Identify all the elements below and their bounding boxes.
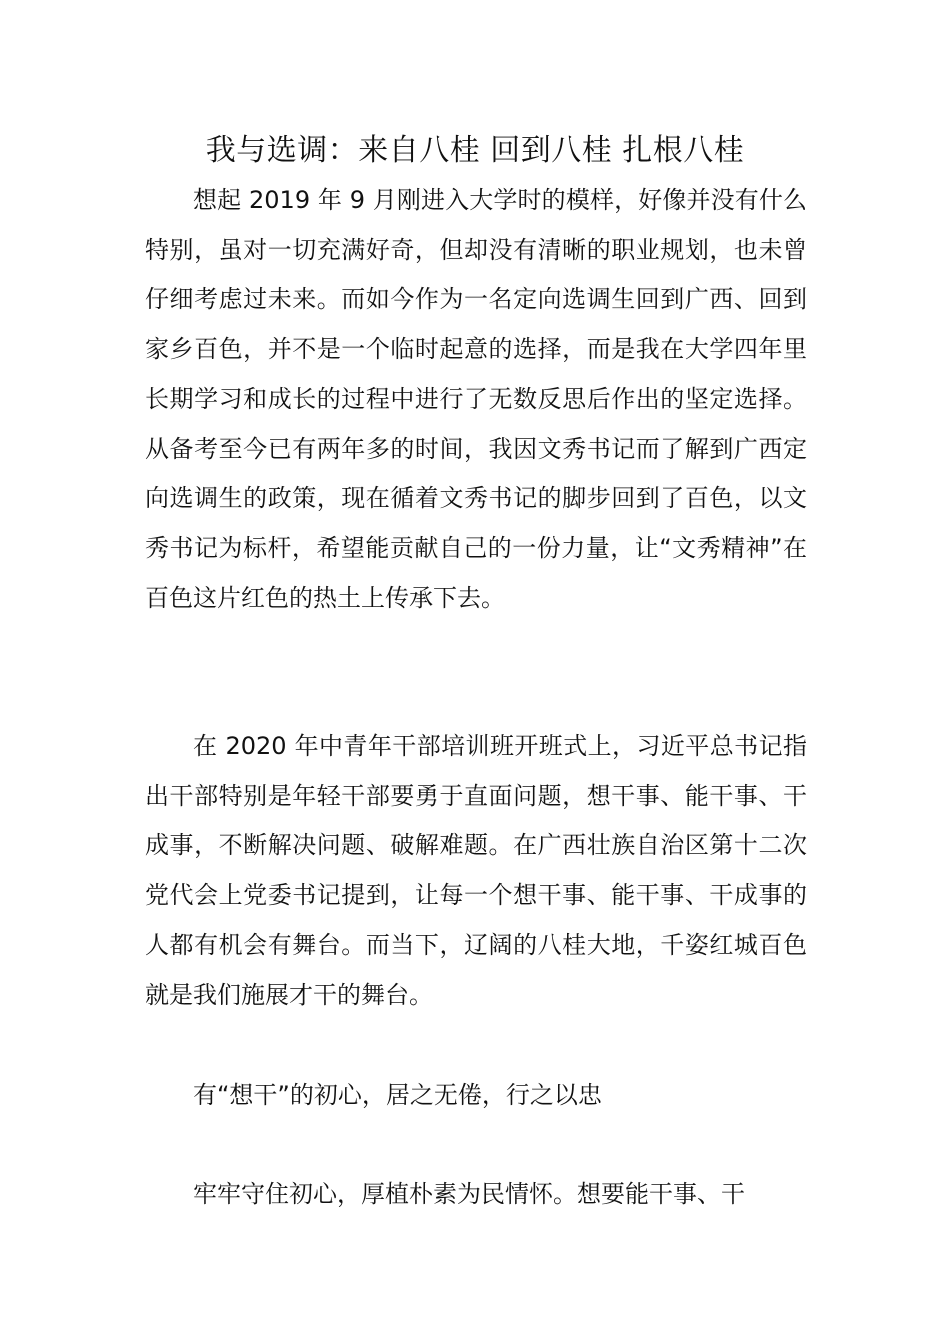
paragraph-1: 想起 2019 年 9 月刚进入大学时的模样，好像并没有什么特别，虽对一切充满好奇，但却没有清晰的职业规划，也未曾仔细考虑过未来。而如今作为一名定向选调生回到广西、回到家乡百色，并不是一个临时起意的选择，而是我在大学四年里长期学习和成长的过程中进行了无数反思后作出的坚定选择。从备考至今已有两年多的时间，我因文秀书记而了解到广西定向选调生的政策，现在循着文秀书记的脚步回到了百色，以文秀书记为标杆，希望能贡献自己的一份力量，让“文秀精神”在百色这片红色的热土上传承下去。 — [145, 186, 807, 612]
paragraph-3: 牢牢守住初心，厚植朴素为民情怀。想要能干事、干 — [193, 1180, 745, 1208]
document-title: 我与选调：来自八桂 回到八桂 扎根八桂 — [205, 133, 745, 168]
paragraph-2: 在 2020 年中青年干部培训班开班式上，习近平总书记指出干部特别是年轻干部要勇于直面问题，想干事、能干事、干成事，不断解决问题、破解难题。在广西壮族自治区第十二次党代会上党委书记提到，让每一个想干事、能干事、干成事的人都有机会有舞台。而当下，辽阔的八桂大地，千姿红城百色就是我们施展才干的舞台。 — [145, 732, 807, 1009]
section-heading: 有“想干”的初心，居之无倦，行之以忠 — [193, 1081, 602, 1109]
